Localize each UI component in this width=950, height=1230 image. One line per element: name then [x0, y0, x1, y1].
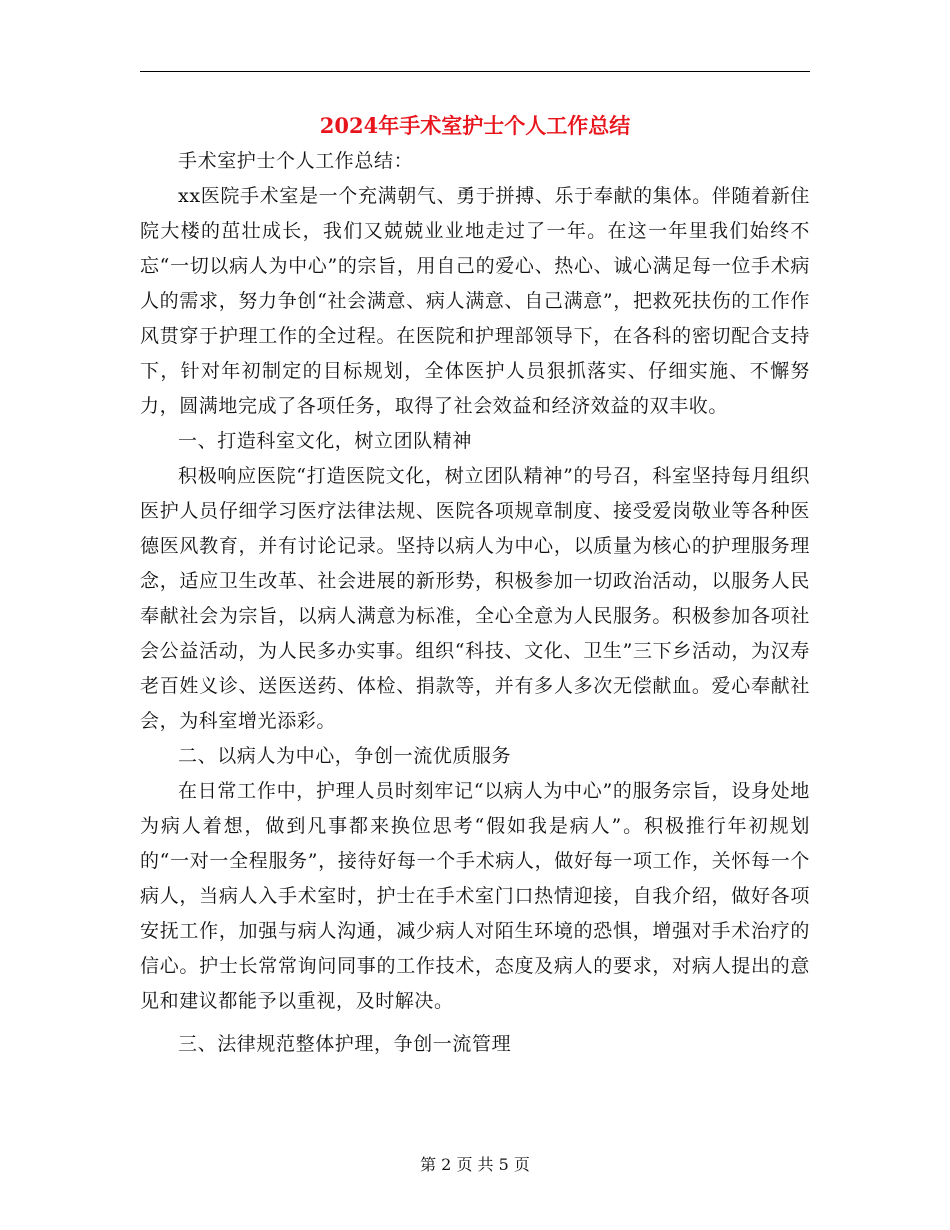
intro-label: 手术室护士个人工作总结： [178, 150, 414, 172]
section-heading-2: 二、以病人为中心，争创一流优质服务 [178, 745, 512, 767]
header-rule [140, 71, 810, 72]
intro-paragraph: xx医院手术室是一个充满朝气、勇于拼搏、乐于奉献的集体。伴随着新住院大楼的茁壮成长，我们又兢兢业业地走过了一年。在这一年里我们始终不忘“一切以病人为中心”的宗旨，用自己的爱心、热心、诚心满足每一位手术病人的需求，努力争创“社会满意、病人满意、自己满意”，把救死扶伤的工作作风贯穿于护理工作的全过程。在医院和护理部领导下，在各科的密切配合支持下，针对年初制定的目标规划，全体医护人员狠抓落实、仔细实施、不懈努力，圆满地完成了各项任务，取得了社会效益和经济效益的双丰收。 [140, 185, 810, 417]
section-heading-1: 一、打造科室文化，树立团队精神 [178, 430, 473, 452]
document-title: 2024年手术室护士个人工作总结 [319, 113, 631, 138]
section-paragraph-1: 积极响应医院“打造医院文化，树立团队精神”的号召，科室坚持每月组织医护人员仔细学习医疗法律法规、医院各项规章制度、接受爱岗敬业等各种医德医风教育，并有讨论记录。坚持以病人为中心，以质量为核心的护理服务理念，适应卫生改革、社会进展的新形势，积极参加一切政治活动，以服务人民奉献社会为宗旨，以病人满意为标准，全心全意为人民服务。积极参加各项社会公益活动，为人民多办实事。组织“科技、文化、卫生”三下乡活动，为汉寿老百姓义诊、送医送药、体检、捐款等，并有多人多次无偿献血。爱心奉献社会，为科室增光添彩。 [140, 465, 810, 732]
section-heading-3: 三、法律规范整体护理，争创一流管理 [178, 1033, 512, 1055]
document-body [140, 144, 810, 1062]
section-paragraph-2: 在日常工作中，护理人员时刻牢记“以病人为中心”的服务宗旨，设身处地为病人着想，做到凡事都来换位思考“假如我是病人”。积极推行年初规划的“一对一全程服务”，接待好每一个手术病人，做好每一项工作，关怀每一个病人，当病人入手术室时，护士在手术室门口热情迎接，自我介绍，做好各项安抚工作，加强与病人沟通，减少病人对陌生环境的恐惧，增强对手术治疗的信心。护士长常常询问同事的工作技术，态度及病人的要求，对病人提出的意见和建议都能予以重视，及时解决。 [140, 780, 810, 1012]
page-number-footer: 第 2 页 共 5 页 [420, 1155, 530, 1174]
